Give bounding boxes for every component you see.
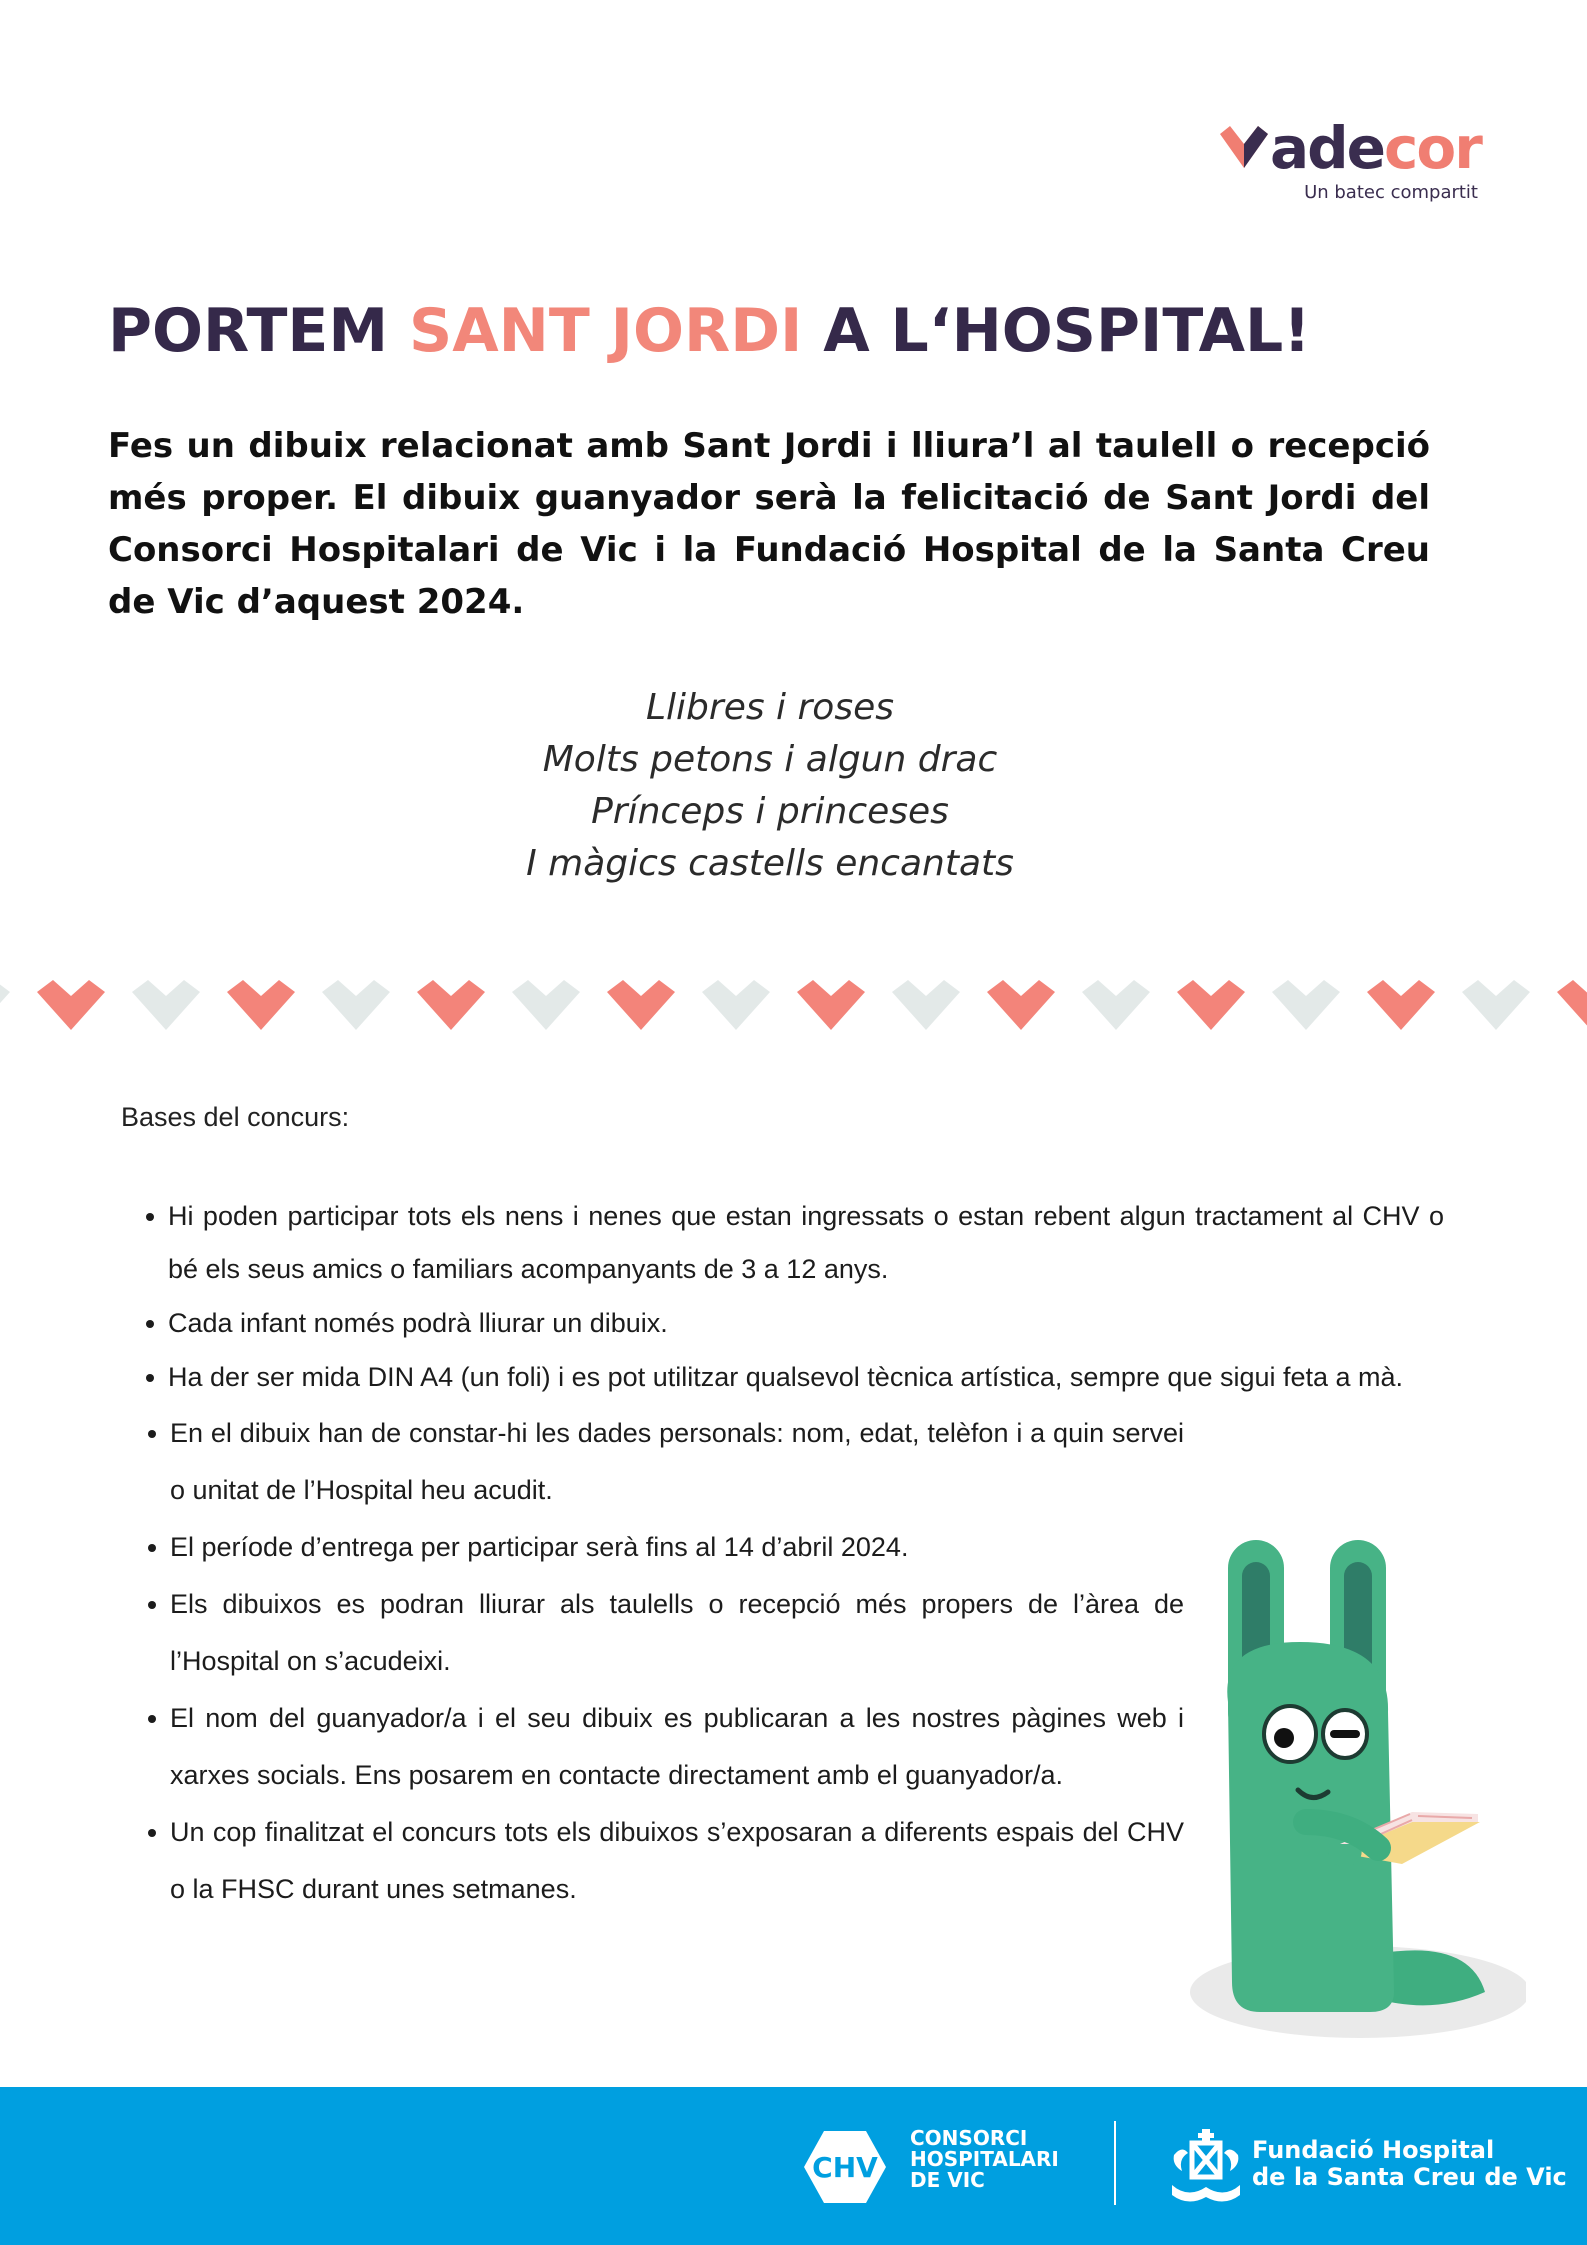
fundacio-name-line: Fundació Hospital bbox=[1252, 2136, 1495, 2164]
title-part-1: PORTEM bbox=[108, 296, 409, 366]
poem-line: Prínceps i princeses bbox=[591, 791, 949, 832]
divider-heart bbox=[1082, 980, 1150, 1030]
page-title bbox=[108, 296, 1488, 366]
logo-word-ade: ade bbox=[1270, 114, 1384, 182]
title-accent: SANT JORDI bbox=[409, 296, 803, 366]
footer-divider bbox=[1114, 2121, 1116, 2205]
rule-item: Cada infant només podrà lliurar un dibuix. bbox=[168, 1297, 1444, 1350]
divider-heart bbox=[1462, 980, 1530, 1030]
divider-heart bbox=[1177, 980, 1245, 1030]
heart-v-icon bbox=[1218, 124, 1270, 170]
divider-heart bbox=[797, 980, 865, 1030]
rule-item: Hi poden participar tots els nens i nenes que estan ingressats o estan rebent algun tractament al CHV o bé els seus amics o familiars acompanyants de 3 a 12 anys. bbox=[168, 1190, 1444, 1296]
divider-heart bbox=[132, 980, 200, 1030]
rule-item: Un cop finalitzat el concurs tots els dibuixos s’exposaran a diferents espais del CHV o la FHSC durant unes setmanes. bbox=[170, 1804, 1184, 1918]
divider-heart bbox=[0, 980, 10, 1030]
divider-heart bbox=[227, 980, 295, 1030]
chv-name-line: DE VIC bbox=[910, 2168, 985, 2192]
chv-name bbox=[910, 2128, 1059, 2191]
rule-item: En el dibuix han de constar-hi les dades personals: nom, edat, telèfon i a quin servei o unitat de l’Hospital heu acudit. bbox=[170, 1405, 1184, 1519]
intro-paragraph: Fes un dibuix relacionat amb Sant Jordi i lliura’l al taulell o recepció més proper. El dibuix guanyador serà la felicitació de Sant Jordi del Consorci Hospitalari de Vic i la Fundació Hospital de la Santa Creu de Vic d’aquest 2024. bbox=[108, 426, 1430, 622]
rule-item: El període d’entrega per participar serà fins al 14 d’abril 2024. bbox=[170, 1519, 1184, 1576]
rule-item: Ha der ser mida DIN A4 (un foli) i es pot utilitzar qualsevol tècnica artística, sempre que sigui feta a mà. bbox=[168, 1351, 1444, 1404]
divider-heart bbox=[417, 980, 485, 1030]
divider-heart bbox=[1367, 980, 1435, 1030]
chv-name-line: HOSPITALARI bbox=[910, 2147, 1059, 2171]
vadecor-logo bbox=[1218, 114, 1498, 208]
heart-divider bbox=[0, 978, 1587, 1034]
fundacio-name-line: de la Santa Creu de Vic bbox=[1252, 2163, 1567, 2191]
chv-mark-text: CHV bbox=[812, 2151, 878, 2184]
divider-heart bbox=[322, 980, 390, 1030]
logo-wordmark bbox=[1218, 114, 1481, 182]
divider-heart bbox=[892, 980, 960, 1030]
poem bbox=[400, 682, 1140, 890]
fundacio-emblem bbox=[1168, 2125, 1244, 2209]
poem-line: Molts petons i algun drac bbox=[542, 739, 998, 780]
logo-tagline: Un batec compartit bbox=[1304, 182, 1478, 203]
chv-name-line: CONSORCI bbox=[910, 2126, 1028, 2150]
logo-word-cor: cor bbox=[1384, 114, 1481, 182]
chv-hexagon-logo bbox=[800, 2127, 890, 2207]
divider-heart bbox=[37, 980, 105, 1030]
bunny-reading-illustration bbox=[1180, 1522, 1526, 2042]
rule-item: Els dibuixos es podran lliurar als taulells o recepció més propers de l’àrea de l’Hospital on s’acudeixi. bbox=[170, 1576, 1184, 1690]
bases-heading: Bases del concurs: bbox=[121, 1102, 350, 1132]
rule-item: El nom del guanyador/a i el seu dibuix es publicaran a les nostres pàgines web i xarxes socials. Ens posarem en contacte directament amb el guanyador/a. bbox=[170, 1690, 1184, 1804]
divider-heart bbox=[1557, 980, 1587, 1030]
divider-heart bbox=[987, 980, 1055, 1030]
divider-heart bbox=[607, 980, 675, 1030]
footer-bar bbox=[0, 2087, 1587, 2245]
fundacio-name bbox=[1252, 2137, 1567, 2191]
divider-heart bbox=[702, 980, 770, 1030]
poem-line: Llibres i roses bbox=[646, 687, 894, 728]
poem-line: I màgics castells encantats bbox=[526, 843, 1014, 884]
title-part-2: A L‘HOSPITAL! bbox=[802, 296, 1311, 366]
divider-heart bbox=[1272, 980, 1340, 1030]
divider-heart bbox=[512, 980, 580, 1030]
